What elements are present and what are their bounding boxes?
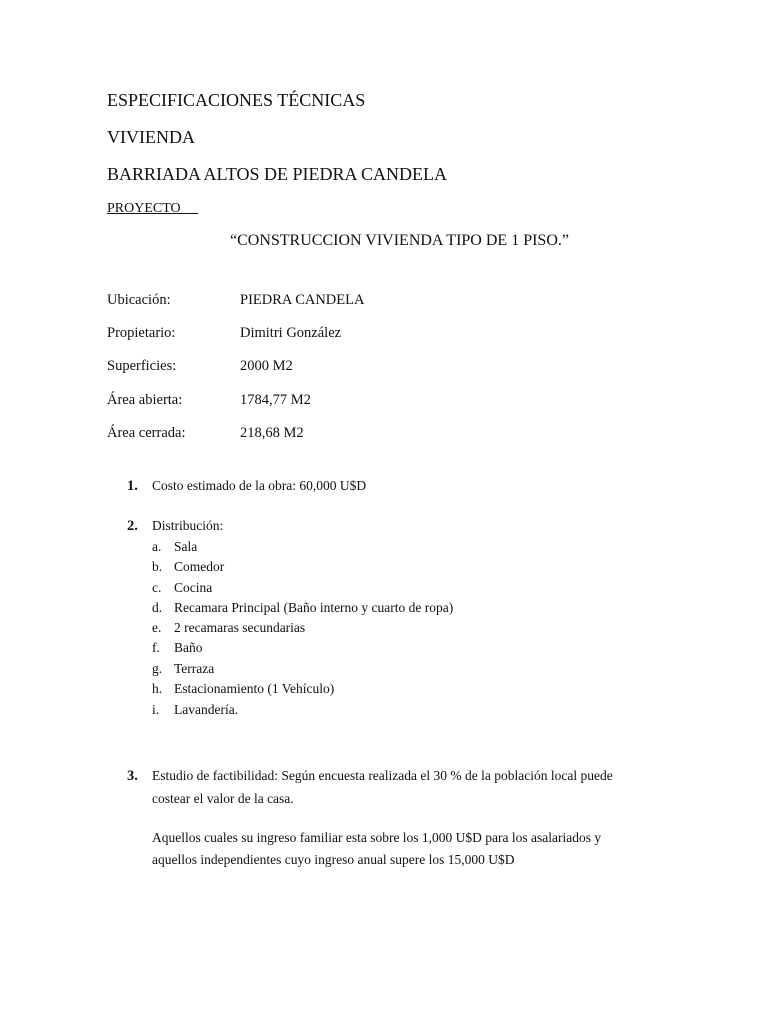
list-item-letter: e. [152, 620, 162, 635]
section-number-1: 1. [127, 478, 138, 494]
list-item-letter: h. [152, 681, 163, 696]
list-item-letter: a. [152, 539, 162, 554]
document-subtitle: VIVIENDA [107, 127, 195, 147]
list-item-letter: f. [152, 640, 160, 655]
section-text-3-line2: costear el valor de la casa. [152, 791, 294, 806]
field-label: Superficies: [107, 358, 177, 374]
section-text-1: Costo estimado de la obra: 60,000 U$D [152, 478, 367, 493]
field-label: Área cerrada: [107, 425, 186, 441]
field-value: Dimitri González [240, 325, 342, 341]
field-label: Propietario: [107, 325, 176, 341]
field-value: 2000 M2 [240, 358, 293, 374]
list-item-text: Lavandería. [174, 702, 239, 717]
list-item-text: Estacionamiento (1 Vehículo) [174, 681, 335, 696]
list-item-letter: d. [152, 600, 163, 615]
field-value: PIEDRA CANDELA [240, 292, 365, 308]
list-item-text: Recamara Principal (Baño interno y cuarto de ropa) [174, 600, 454, 615]
paragraph-line2: aquellos independientes cuyo ingreso anual supere los 15,000 U$D [152, 852, 515, 867]
field-value: 1784,77 M2 [240, 392, 311, 408]
project-name: “CONSTRUCCION VIVIENDA TIPO DE 1 PISO.” [230, 232, 569, 249]
section-number-3: 3. [127, 768, 138, 784]
list-item-letter: i. [152, 702, 160, 717]
list-item-text: Baño [174, 640, 203, 655]
list-item-letter: g. [152, 661, 163, 676]
list-item-letter: b. [152, 559, 163, 574]
list-item-text: 2 recamaras secundarias [174, 620, 306, 635]
section-text-2: Distribución: [152, 518, 224, 533]
location-title: BARRIADA ALTOS DE PIEDRA CANDELA [107, 164, 448, 184]
proyecto-label: PROYECTO [107, 201, 199, 216]
list-item-text: Terraza [174, 661, 215, 676]
paragraph-line1: Aquellos cuales su ingreso familiar esta sobre los 1,000 U$D para los asalariados y [152, 830, 602, 845]
document-title: ESPECIFICACIONES TÉCNICAS [107, 90, 366, 110]
list-item-text: Sala [174, 539, 198, 554]
field-label: Área abierta: [107, 392, 183, 408]
field-label: Ubicación: [107, 292, 171, 308]
section-text-3-line1: Estudio de factibilidad: Según encuesta realizada el 30 % de la población local puede [152, 768, 613, 783]
list-item-text: Cocina [174, 580, 213, 595]
list-item-text: Comedor [174, 559, 225, 574]
field-value: 218,68 M2 [240, 425, 304, 441]
section-number-2: 2. [127, 518, 138, 534]
list-item-letter: c. [152, 580, 162, 595]
